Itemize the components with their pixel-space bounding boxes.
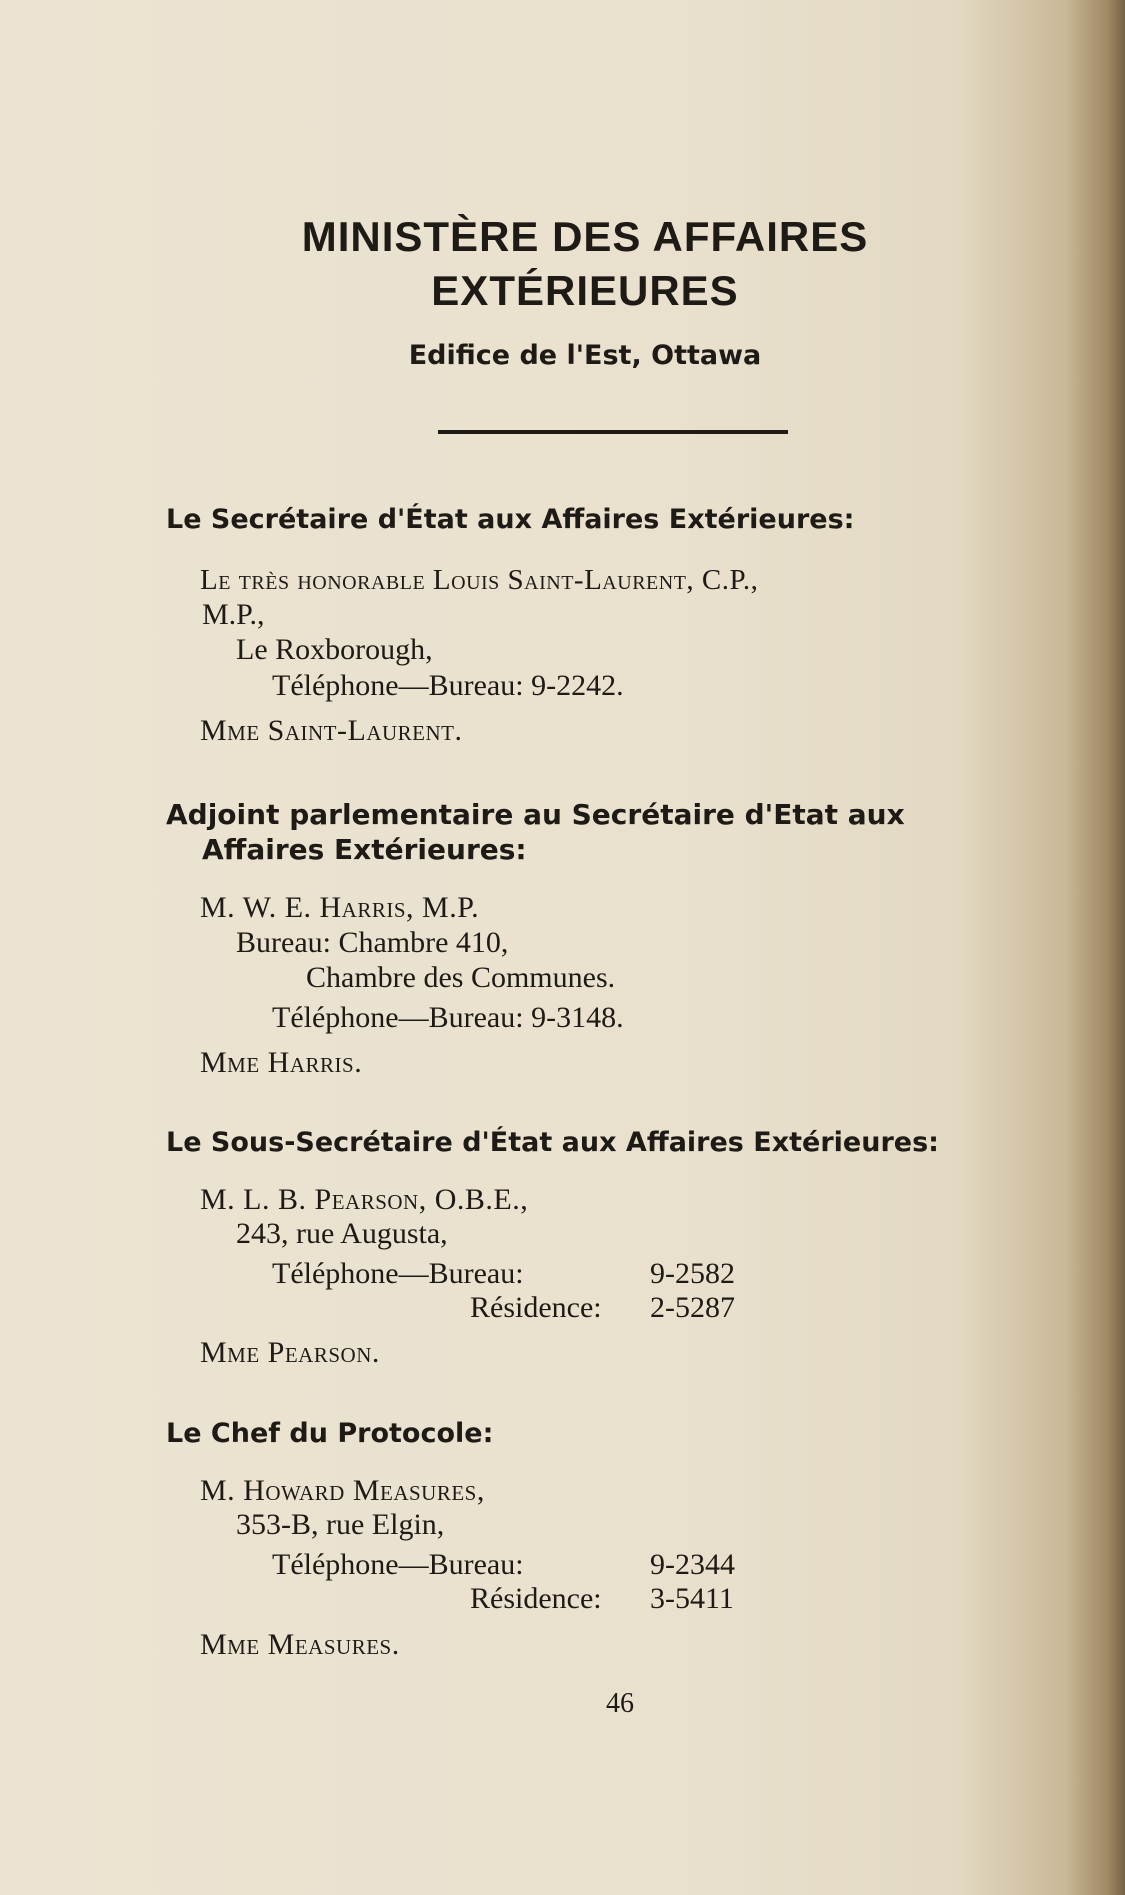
secretaire-name-cont: M.P.,: [202, 598, 265, 631]
adjoint-heading-line-2: Affaires Extérieures:: [202, 833, 527, 866]
adjoint-name: M. W. E. Harris, M.P.: [200, 891, 480, 924]
title-line-2: EXTÉRIEURES: [431, 267, 739, 314]
secretaire-name: Le très honorable Louis Saint-Laurent, C.P.,: [200, 564, 759, 596]
secretaire-heading: Le Secrétaire d'État aux Affaires Extérieures:: [166, 504, 855, 535]
title-divider: [438, 430, 788, 434]
protocole-name: M. Howard Measures,: [200, 1474, 485, 1507]
secretaire-spouse: Mme Saint-Laurent.: [200, 714, 463, 747]
adjoint-office-1: Bureau: Chambre 410,: [236, 926, 509, 959]
protocole-res-label: Résidence:: [470, 1582, 602, 1615]
page-subtitle: Edifice de l'Est, Ottawa: [408, 340, 762, 371]
protocole-address: 353-B, rue Elgin,: [236, 1508, 445, 1541]
page-title: [230, 210, 940, 318]
book-spine-shadow: [1065, 0, 1125, 1895]
adjoint-phone: Téléphone—Bureau: 9-3148.: [272, 1001, 624, 1034]
adjoint-spouse: Mme Harris.: [200, 1046, 363, 1079]
sous-secretaire-res-label: Résidence:: [470, 1291, 602, 1324]
protocole-heading: Le Chef du Protocole:: [166, 1418, 494, 1449]
sous-secretaire-spouse: Mme Pearson.: [200, 1336, 380, 1369]
title-line-1: MINISTÈRE DES AFFAIRES: [301, 213, 869, 260]
protocole-spouse: Mme Measures.: [200, 1628, 400, 1661]
sous-secretaire-phone-label: Téléphone—Bureau:: [272, 1257, 524, 1290]
protocole-phone-value: 9-2344: [650, 1548, 735, 1581]
adjoint-heading-line-1: Adjoint parlementaire au Secrétaire d'Etat aux: [166, 798, 905, 831]
protocole-res-value: 3-5411: [650, 1582, 734, 1615]
sous-secretaire-address: 243, rue Augusta,: [236, 1217, 448, 1250]
sous-secretaire-heading: Le Sous-Secrétaire d'État aux Affaires Extérieures:: [166, 1127, 939, 1158]
protocole-phone-label: Téléphone—Bureau:: [272, 1548, 524, 1581]
secretaire-address: Le Roxborough,: [236, 633, 433, 666]
sous-secretaire-phone-value: 9-2582: [650, 1257, 735, 1290]
secretaire-phone: Téléphone—Bureau: 9-2242.: [272, 669, 624, 702]
adjoint-office-2: Chambre des Communes.: [306, 961, 616, 994]
sous-secretaire-name: M. L. B. Pearson, O.B.E.,: [200, 1183, 529, 1216]
sous-secretaire-res-value: 2-5287: [650, 1291, 735, 1324]
page-number: 46: [606, 1688, 634, 1719]
